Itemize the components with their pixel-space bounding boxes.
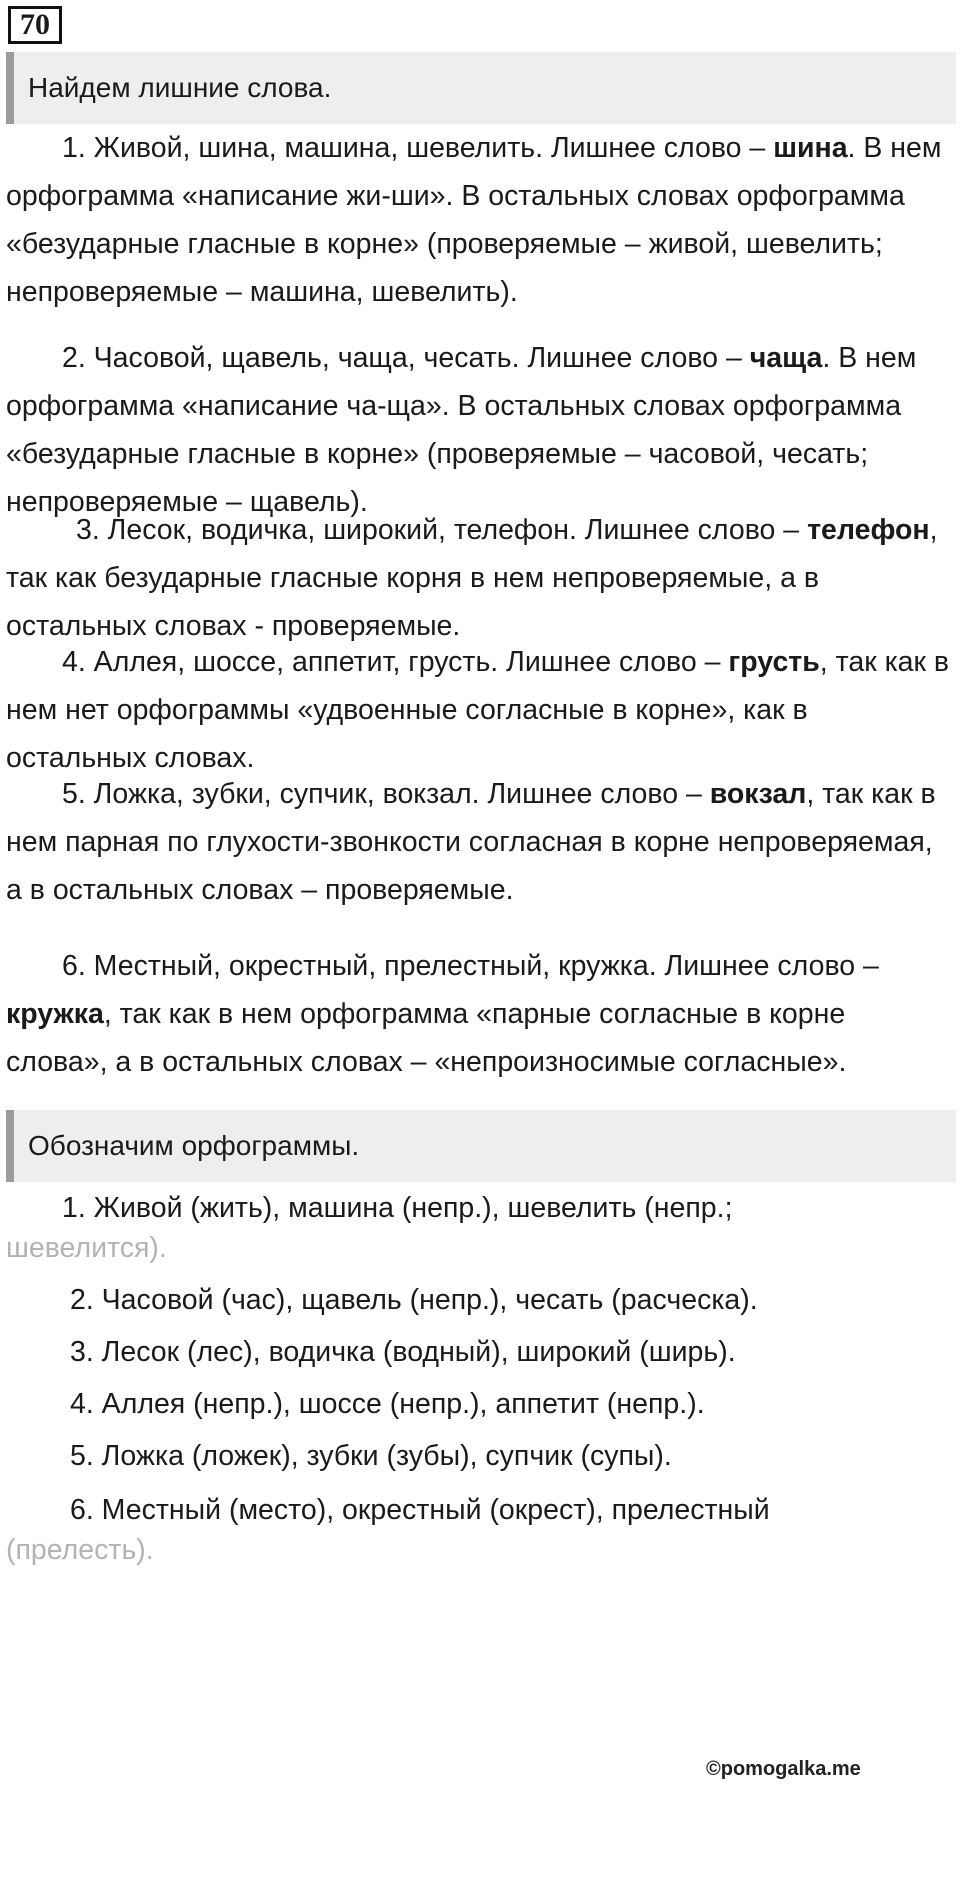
- spelling-line-5: 5. Ложка (ложек), зубки (зубы), супчик (супы).: [70, 1440, 672, 1472]
- task-number-box: 70: [8, 6, 62, 44]
- excess-word-item-6: 6. Местный, окрестный, прелестный, кружка. Лишнее слово – кружка, так как в нем орфограмма «парные согласные в корне слова», а в остальных словах – «непроизносимые согласные».: [6, 950, 879, 1078]
- excess-word-item-5: 5. Ложка, зубки, супчик, вокзал. Лишнее слово – вокзал, так как в нем парная по глухости-звонкости согласная в корне непроверяемая, а в остальных словах – проверяемые.: [6, 778, 936, 906]
- spelling-line-3: 3. Лесок (лес), водичка (водный), широкий (ширь).: [70, 1336, 736, 1368]
- spelling-line-1: 1. Живой (жить), машина (непр.), шевелить (непр.;: [62, 1192, 733, 1224]
- spelling-line-1-cont: шевелится).: [6, 1232, 167, 1264]
- watermark: ©pomogalka.me: [706, 1758, 861, 1780]
- excess-word-item-3: 3. Лесок, водичка, широкий, телефон. Лишнее слово – телефон, так как безударные гласные корня в нем непроверяемые, а в остальных словах - проверяемые.: [6, 514, 938, 642]
- excess-word-item-4: 4. Аллея, шоссе, аппетит, грусть. Лишнее слово – грусть, так как в нем нет орфограммы «удвоенные согласные в корне», как в остальных словах.: [6, 646, 950, 774]
- excess-word-item-1: 1. Живой, шина, машина, шевелить. Лишнее слово – шина. В нем орфограмма «написание жи-ши». В остальных словах орфограмма «безударные гласные в корне» (проверяемые – живой, шевелить; непроверяемые – машина, шевелить).: [6, 132, 942, 308]
- section-heading-excess-words: Найдем лишние слова.: [6, 52, 956, 124]
- excess-word-item-2: 2. Часовой, щавель, чаща, чесать. Лишнее слово – чаща. В нем орфограмма «написание ча-ща». В остальных словах орфограмма «безударные гласные в корне» (проверяемые – часовой, чесать; непроверяемые – щавель).: [6, 342, 917, 518]
- spelling-line-2: 2. Часовой (час), щавель (непр.), чесать (расческа).: [70, 1284, 758, 1316]
- spelling-line-6: 6. Местный (место), окрестный (окрест), прелестный: [70, 1494, 770, 1526]
- section-heading-spelling-marks: Обозначим орфограммы.: [6, 1110, 956, 1182]
- spelling-line-4: 4. Аллея (непр.), шоссе (непр.), аппетит (непр.).: [70, 1388, 705, 1420]
- spelling-line-6-cont: (прелесть).: [6, 1534, 154, 1566]
